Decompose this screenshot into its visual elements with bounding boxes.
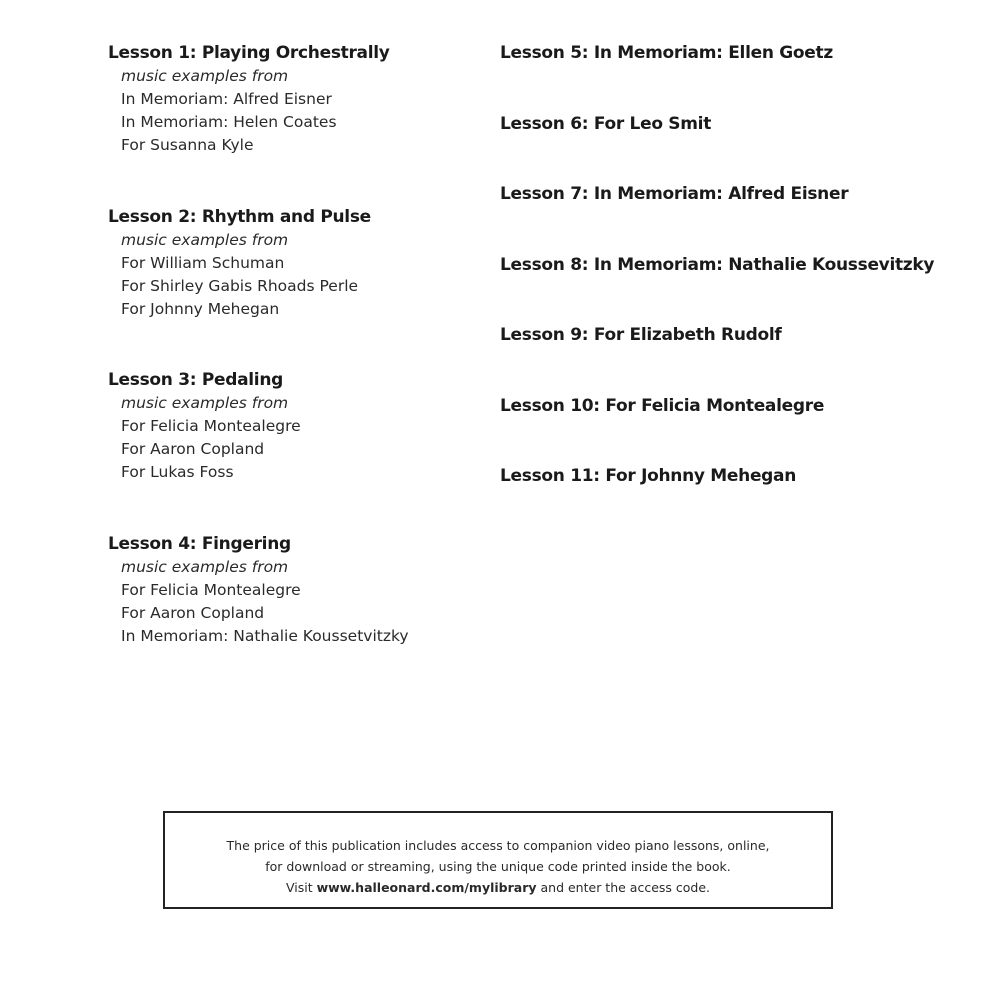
- lesson-2: [108, 206, 488, 370]
- lesson-title: Lesson 6: For Leo Smit: [500, 113, 712, 134]
- lesson-9: [500, 324, 980, 395]
- lesson-title: Lesson 1: Playing Orchestrally: [108, 43, 390, 63]
- notice-visit-text: Visit: [285, 880, 317, 895]
- piece-item: For Felicia Montealegre: [121, 580, 301, 599]
- piece-item: In Memoriam: Alfred Eisner: [121, 90, 332, 108]
- lesson-5: [500, 42, 980, 113]
- piece-item: For Aaron Copland: [121, 603, 265, 622]
- lesson-3: [108, 369, 488, 533]
- lesson-7: [500, 183, 980, 254]
- lesson-1: [108, 42, 488, 206]
- pieces-intro: music examples from: [121, 230, 289, 249]
- notice-access-text: and enter the access code.: [536, 880, 711, 895]
- lessons-right-column: [500, 42, 980, 536]
- pieces-intro: music examples from: [121, 67, 289, 85]
- piece-item: For Shirley Gabis Rhoads Perle: [121, 276, 359, 295]
- lesson-6: [500, 113, 980, 184]
- piece-item: In Memoriam: Nathalie Koussetvitzky: [121, 626, 409, 645]
- access-notice-box: [163, 811, 833, 909]
- piece-item: In Memoriam: Helen Coates: [121, 113, 337, 131]
- lessons-left-column: [108, 42, 488, 696]
- lesson-title: Lesson 5: In Memoriam: Ellen Goetz: [500, 43, 833, 63]
- notice-line-2: for download or streaming, using the unique code printed inside the book.: [265, 859, 731, 874]
- lesson-11: [500, 465, 980, 536]
- piece-item: For Susanna Kyle: [121, 136, 254, 154]
- notice-line-1: The price of this publication includes access to companion video piano lessons, online,: [226, 838, 770, 853]
- piece-item: For Aaron Copland: [121, 440, 265, 458]
- piece-item: For Lukas Foss: [121, 463, 234, 481]
- lesson-title: Lesson 2: Rhythm and Pulse: [108, 206, 371, 227]
- lesson-4: [108, 533, 488, 697]
- lesson-8: [500, 254, 980, 325]
- lesson-title: Lesson 9: For Elizabeth Rudolf: [500, 325, 782, 345]
- piece-item: For Johnny Mehegan: [121, 299, 280, 318]
- notice-line-3: [165, 877, 831, 898]
- lesson-title: Lesson 7: In Memoriam: Alfred Eisner: [500, 184, 849, 204]
- lesson-title: Lesson 3: Pedaling: [108, 370, 284, 390]
- piece-item: For William Schuman: [121, 253, 285, 272]
- lesson-title: Lesson 8: In Memoriam: Nathalie Koussevitzky: [500, 254, 935, 275]
- pieces-intro: music examples from: [121, 557, 289, 576]
- piece-item: For Felicia Montealegre: [121, 417, 301, 435]
- lesson-title: Lesson 11: For Johnny Mehegan: [500, 466, 797, 486]
- lesson-title: Lesson 10: For Felicia Montealegre: [500, 395, 825, 416]
- library-url: www.halleonard.com/mylibrary: [316, 880, 537, 895]
- pieces-intro: music examples from: [121, 394, 289, 412]
- lesson-10: [500, 395, 980, 466]
- lesson-title: Lesson 4: Fingering: [108, 533, 291, 554]
